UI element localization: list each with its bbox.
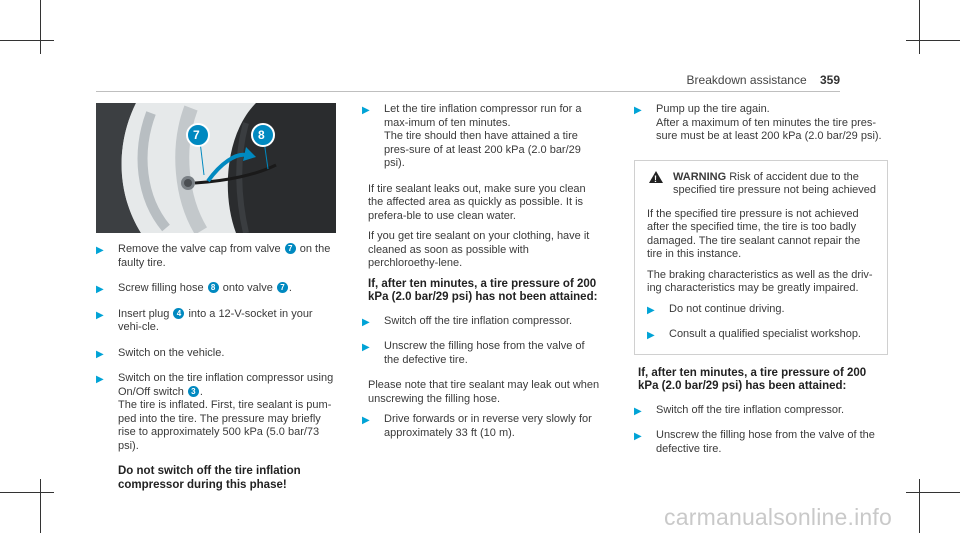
arrow-icon: ▶ — [96, 348, 104, 360]
arrow-icon: ▶ — [634, 431, 642, 442]
callout-badge: 7 — [277, 282, 288, 293]
step-switch-off: ▶ Switch off the tire inflation compressor. — [362, 314, 573, 328]
warning-triangle-icon: ! — [649, 171, 663, 183]
arrow-icon: ▶ — [634, 105, 642, 116]
callout-7: 7 — [193, 128, 200, 142]
page-number: 359 — [819, 73, 840, 87]
column-2 — [362, 103, 602, 452]
column-1 — [96, 243, 336, 502]
callout-badge: 3 — [188, 386, 199, 397]
crop-mark — [0, 492, 54, 493]
warning-paragraph-1: If the specified tire pressure is not achieved after the specified time, the tire is too badly damaged. The tire sealant cannot repair the tire in this instance. — [647, 207, 861, 260]
header-divider — [96, 91, 840, 92]
step-drive: ▶ Drive forwards or in reverse very slowly for approximately 33 ft (10 m). — [362, 413, 592, 439]
step-unscrew-hose-2: ▶ Unscrew the filling hose from the valve of the defective tire. — [634, 429, 875, 455]
arrow-icon: ▶ — [362, 415, 370, 426]
crop-mark — [40, 479, 41, 533]
step-switch-off-2: ▶ Switch off the tire inflation compressor. — [634, 403, 845, 417]
crop-mark — [0, 40, 54, 41]
column-3 — [634, 103, 888, 468]
warning-paragraph-2: The braking characteristics as well as the driv-ing characteristics may be greatly impaired. — [647, 268, 873, 294]
page-header — [687, 73, 840, 87]
paragraph-leaks: If tire sealant leaks out, make sure you clean the affected area as quickly as possible. It is prefera-ble to use clean water. — [368, 182, 586, 222]
step-unscrew-hose: ▶ Unscrew the filling hose from the valve of the defective tire. — [362, 340, 585, 366]
warning-label: WARNING — [673, 170, 727, 183]
step-screw-hose: ▶ Screw filling hose 8 onto valve 7 . — [96, 282, 292, 295]
arrow-icon: ▶ — [362, 342, 370, 353]
arrow-icon: ▶ — [96, 284, 104, 295]
step-insert-plug: ▶ Insert plug 4 into a 12-V-socket in your vehi-cle. — [96, 307, 313, 333]
crop-mark — [906, 40, 960, 41]
arrow-icon: ▶ — [96, 309, 104, 321]
step-pump-up: ▶ Pump up the tire again. After a maximum of ten minutes the tire pres-sure must be at least 200 kPa (2.0 bar/29 psi). — [634, 103, 882, 142]
crop-mark — [906, 492, 960, 493]
warning-header — [647, 171, 877, 198]
tire-illustration-svg — [96, 103, 336, 233]
arrow-icon: ▶ — [634, 405, 642, 417]
paragraph-clothing: If you get tire sealant on your clothing, have it cleaned as soon as possible with perchloroethy-lene. — [368, 230, 590, 269]
step-switch-compressor: ▶ Switch on the tire inflation compressor using On/Off switch 3 . The tire is inflated. First, tire sealant is pum-ped into the tire. The pressure may briefly rise to approximately 500 kPa (5.0 bar/73 psi). — [96, 372, 334, 452]
crop-mark — [919, 479, 920, 533]
arrow-icon: ▶ — [96, 245, 104, 256]
callout-8: 8 — [258, 128, 265, 142]
step-run-compressor: ▶ Let the tire inflation compressor run for a max-imum of ten minutes. The tire should then have attained a tire pres-sure of at least 200 kPa (2.0 bar/29 psi). — [362, 103, 582, 169]
section-title: Breakdown assistance — [686, 73, 807, 87]
warning-title: Risk of accident due to the specified tire pressure not being achieved — [673, 170, 877, 196]
arrow-icon: ▶ — [647, 304, 655, 316]
warning-step-workshop: ▶ Consult a qualified specialist workshop. — [647, 328, 861, 341]
tire-valve-illustration — [96, 103, 336, 233]
callout-badge: 7 — [285, 243, 296, 254]
arrow-icon: ▶ — [96, 374, 104, 385]
heading-attained: If, after ten minutes, a tire pressure of 200 kPa (2.0 bar/29 psi) has been attained: — [638, 366, 867, 392]
step-remove-valve-cap: ▶ Remove the valve cap from valve 7 on the faulty tire. — [96, 243, 331, 269]
paragraph-note: Please note that tire sealant may leak out when unscrewing the filling hose. — [368, 379, 600, 405]
callout-badge: 4 — [173, 308, 184, 319]
heading-not-attained: If, after ten minutes, a tire pressure of 200 kPa (2.0 bar/29 psi) has not been attained: — [368, 277, 598, 303]
callout-badge: 8 — [208, 282, 219, 293]
crop-mark — [919, 0, 920, 54]
warning-step-no-driving: ▶ Do not continue driving. — [647, 302, 785, 316]
crop-mark — [40, 0, 41, 54]
watermark: carmanualsonline.info — [664, 504, 892, 530]
warning-box — [634, 160, 888, 355]
arrow-icon: ▶ — [362, 105, 370, 116]
arrow-icon: ▶ — [647, 330, 655, 341]
step-switch-vehicle: ▶ Switch on the vehicle. — [96, 346, 225, 360]
phase-warning-heading: Do not switch off the tire inflation compressor during this phase! — [118, 465, 301, 491]
arrow-icon: ▶ — [362, 316, 370, 328]
